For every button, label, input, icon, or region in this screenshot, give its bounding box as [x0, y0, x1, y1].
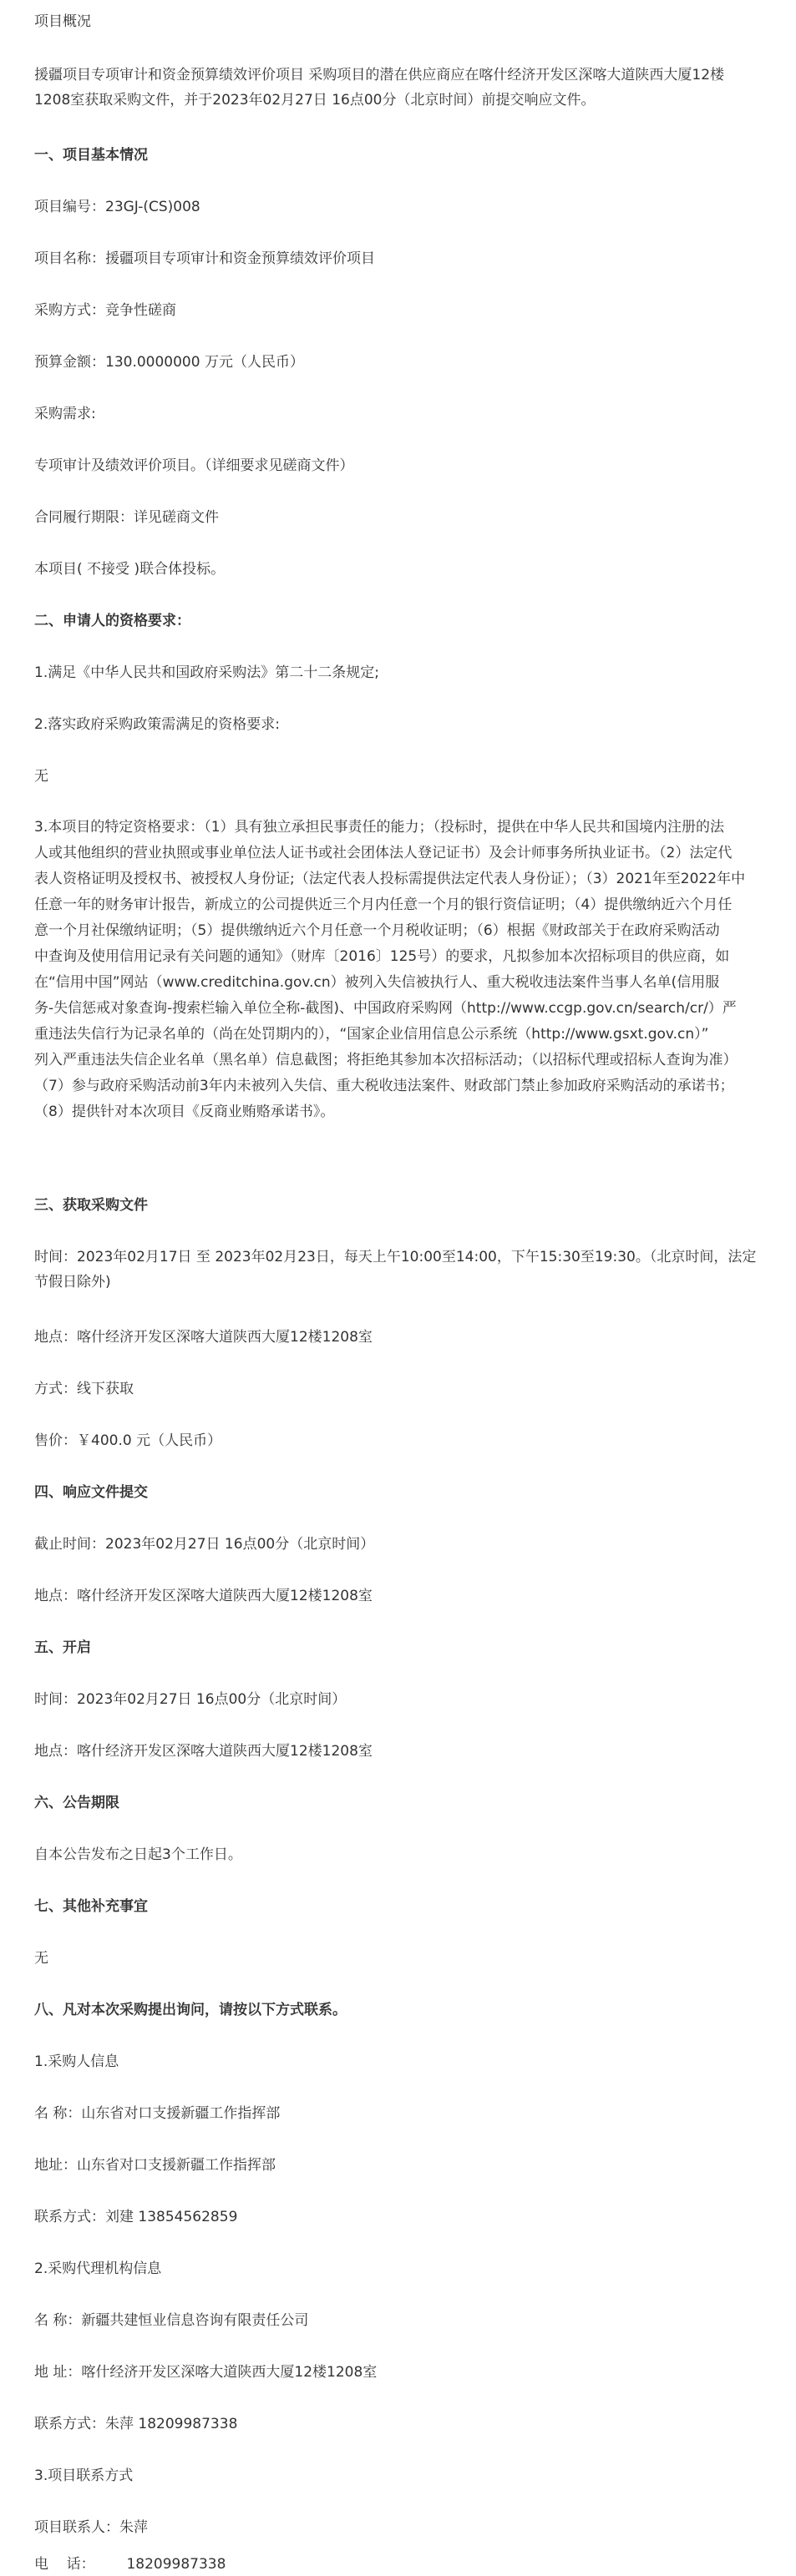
qualification-3-line: 3.本项目的特定资格要求：（1）具有独立承担民事责任的能力；（投标时，提供在中华人民共和国境内注册的法 — [34, 819, 725, 836]
qualification-3-line: 人或其他组织的营业执照或事业单位法人证书或社会团体法人登记证书）及会计师事务所执业证书。（2）法定代 — [34, 845, 733, 861]
budget-amount: 预算金额：130.0000000 万元（人民币） — [34, 354, 304, 371]
qualification-2: 2.落实政府采购政策需满足的资格要求: — [34, 716, 280, 733]
section-heading-contacts: 八、凡对本次采购提出询问，请按以下方式联系。 — [34, 2002, 347, 2018]
qualification-3-line: 表人资格证明及授权书、被授权人身份证;（法定代表人投标需提供法定代表人身份证）；（3）2021年至2022年中 — [34, 871, 746, 887]
purchaser-name: 名 称：山东省对口支援新疆工作指挥部 — [34, 2105, 281, 2122]
agency-info-label: 2.采购代理机构信息 — [34, 2260, 162, 2277]
section-heading-submission: 四、响应文件提交 — [34, 1484, 148, 1501]
qualification-3-line: 重违法失信行为记录名单的（尚在处罚期内的），“国家企业信用信息公示系统（http://www.gsxt.gov.cn）” — [34, 1026, 709, 1043]
section-heading-obtain-documents: 三、获取采购文件 — [34, 1197, 148, 1214]
project-contact-phone: 电 话： 18209987338 — [34, 2556, 226, 2573]
contract-period: 合同履行期限：详见磋商文件 — [34, 509, 219, 526]
submission-deadline: 截止时间：2023年02月27日 16点00分（北京时间） — [34, 1536, 375, 1553]
purchaser-address: 地址：山东省对口支援新疆工作指挥部 — [34, 2157, 276, 2174]
qualification-3-line: 任意一年的财务审计报告，新成立的公司提供近三个月内任意一个月的银行资信证明；（4）提供缴纳近六个月任 — [34, 897, 733, 913]
obtain-time-line-2: 节假日除外) — [34, 1274, 111, 1291]
section-heading-supplementary: 七、其他补充事宜 — [34, 1898, 148, 1915]
qualification-3-line: 意一个月社保缴纳证明；（5）提供缴纳近六个月任意一个月税收证明；（6）根据《财政部关于在政府采购活动 — [34, 922, 720, 939]
project-number: 项目编号：23GJ-(CS)008 — [34, 199, 200, 215]
opening-time: 时间：2023年02月27日 16点00分（北京时间） — [34, 1691, 347, 1708]
notice-period: 自本公告发布之日起3个工作日。 — [34, 1846, 242, 1863]
project-contact-person: 项目联系人：朱萍 — [34, 2519, 148, 2536]
obtain-method: 方式：线下获取 — [34, 1381, 134, 1397]
qualification-1: 1.满足《中华人民共和国政府采购法》第二十二条规定; — [34, 664, 379, 681]
qualification-3-line: 列入严重违法失信企业名单（黑名单）信息截图；将拒绝其参加本次招标活动；（以招标代理或招标人查询为准） — [34, 1052, 738, 1068]
agency-name: 名 称：新疆共建恒业信息咨询有限责任公司 — [34, 2312, 309, 2329]
supplementary-content: 无 — [34, 1950, 48, 1967]
project-name: 项目名称：援疆项目专项审计和资金预算绩效评价项目 — [34, 250, 375, 267]
section-heading-opening: 五、开启 — [34, 1639, 91, 1656]
section-heading-basic-info: 一、项目基本情况 — [34, 147, 148, 164]
qualification-3-line: 在“信用中国”网站（www.creditchina.gov.cn）被列入失信被执行人、重大税收违法案件当事人名单(信用服 — [34, 974, 720, 991]
section-heading-qualifications: 二、申请人的资格要求： — [34, 613, 190, 629]
obtain-time-line-1: 时间：2023年02月17日 至 2023年02月23日，每天上午10:00至14:00，下午15:30至19:30。（北京时间，法定 — [34, 1249, 757, 1265]
opening-location: 地点：喀什经济开发区深喀大道陕西大厦12楼1208室 — [34, 1743, 373, 1760]
procurement-needs-label: 采购需求: — [34, 406, 96, 422]
procurement-method: 采购方式：竞争性磋商 — [34, 302, 176, 319]
obtain-location: 地点：喀什经济开发区深喀大道陕西大厦12楼1208室 — [34, 1329, 373, 1346]
procurement-needs-content: 专项审计及绩效评价项目。（详细要求见磋商文件） — [34, 457, 354, 474]
qualification-3-line: 中查询及使用信用记录有关问题的通知》（财库〔2016〕125号）的要求，凡拟参加本次招标项目的供应商，如 — [34, 948, 730, 965]
page-title: 项目概况 — [34, 13, 91, 30]
submission-location: 地点：喀什经济开发区深喀大道陕西大厦12楼1208室 — [34, 1588, 373, 1604]
qualification-3-paragraph — [34, 815, 790, 1125]
qualification-3-line: 务-失信惩戒对象查询-搜索栏输入单位全称-截图)、中国政府采购网（http://www.ccgp.gov.cn/search/cr/）严 — [34, 1000, 737, 1017]
qualification-3-line: （7）参与政府采购活动前3年内未被列入失信、重大税收违法案件、财政部门禁止参加政府采购活动的承诺书； — [34, 1078, 734, 1094]
purchaser-info-label: 1.采购人信息 — [34, 2053, 119, 2070]
qualification-2-value: 无 — [34, 768, 48, 785]
agency-contact: 联系方式：朱萍 18209987338 — [34, 2416, 238, 2432]
overview-line-2: 1208室获取采购文件，并于2023年02月27日 16点00分（北京时间）前提交响应文件。 — [34, 92, 596, 109]
purchaser-contact: 联系方式：刘建 13854562859 — [34, 2209, 238, 2225]
agency-address: 地 址：喀什经济开发区深喀大道陕西大厦12楼1208室 — [34, 2364, 378, 2381]
overview-line-1: 援疆项目专项审计和资金预算绩效评价项目 采购项目的潜在供应商应在喀什经济开发区深喀大道陕西大厦12楼 — [34, 67, 725, 83]
consortium-note: 本项目( 不接受 )联合体投标。 — [34, 561, 226, 578]
document-price: 售价：￥400.0 元（人民币） — [34, 1432, 222, 1449]
project-contact-label: 3.项目联系方式 — [34, 2467, 134, 2484]
section-heading-notice-period: 六、公告期限 — [34, 1795, 119, 1811]
qualification-3-line: （8）提供针对本次项目《反商业贿赂承诺书》。 — [34, 1104, 335, 1120]
